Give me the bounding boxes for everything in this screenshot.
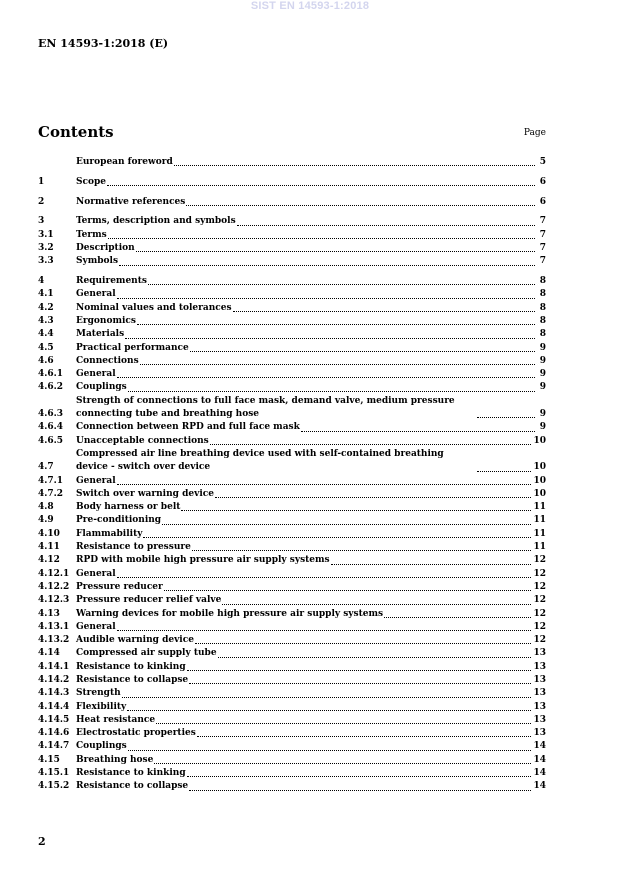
toc-entry-number: 4.12.3 — [38, 595, 70, 606]
toc-entry[interactable] — [38, 255, 546, 268]
toc-entry-title: Resistance to kinking — [76, 768, 186, 779]
toc-entry-page: 9 — [539, 369, 546, 380]
toc-entry-number: 4.6.1 — [38, 369, 64, 380]
toc-entry-title-wrap — [76, 242, 537, 255]
toc-entry-number: 3.2 — [38, 242, 54, 253]
toc-leader-dots — [174, 165, 535, 166]
toc-entry[interactable] — [38, 475, 546, 488]
toc-leader-dots — [477, 471, 531, 472]
toc-entry-title-wrap — [76, 528, 533, 541]
toc-leader-dots — [237, 225, 535, 226]
toc-entry-page: 9 — [539, 382, 546, 393]
toc-entry-title-wrap — [76, 674, 533, 687]
toc-entry-number: 4.6.4 — [38, 422, 64, 433]
toc-entry-title-wrap — [76, 475, 533, 488]
toc-entry-title: RPD with mobile high pressure air supply systems — [76, 555, 330, 566]
toc-entry-page: 11 — [533, 515, 546, 526]
toc-entry-number: 4.1 — [38, 289, 54, 300]
toc-entry-page: 8 — [539, 289, 546, 300]
toc-entry[interactable] — [38, 647, 546, 660]
toc-entry-number: 4.12 — [38, 555, 60, 566]
toc-entry-title: Normative references — [76, 196, 186, 207]
toc-entry-title: Couplings — [76, 741, 127, 752]
toc-entry-title: General — [76, 475, 116, 486]
toc-leader-dots — [117, 630, 532, 631]
toc-entry-title-wrap — [76, 355, 537, 368]
toc-entry-number: 4.12.1 — [38, 568, 70, 579]
toc-entry-number: 4.15.1 — [38, 768, 70, 779]
toc-leader-dots — [128, 391, 535, 392]
toc-entry-title-wrap — [76, 315, 537, 328]
toc-leader-dots — [233, 311, 535, 312]
toc-entry-page: 13 — [533, 701, 546, 712]
toc-entry-page: 12 — [533, 581, 546, 592]
toc-entry-page: 9 — [539, 342, 546, 353]
toc-entry-title: Practical performance — [76, 342, 189, 353]
toc-leader-dots — [181, 510, 531, 511]
toc-entry-number: 4.14.2 — [38, 674, 70, 685]
toc-entry-title-wrap — [76, 328, 537, 341]
toc-entry-title: Audible warning device — [76, 635, 194, 646]
toc-entry-title-wrap — [76, 514, 533, 527]
toc-entry-title: Connection between RPD and full face mask — [76, 422, 300, 433]
toc-entry-page: 14 — [533, 754, 546, 765]
toc-entry-page: 12 — [533, 635, 546, 646]
toc-entry-number: 4.14 — [38, 648, 60, 659]
toc-entry[interactable] — [38, 594, 546, 607]
toc-entry[interactable] — [38, 275, 546, 288]
toc-entry-title: Switch over warning device — [76, 488, 214, 499]
toc-entry-number: 4 — [38, 276, 45, 287]
toc-entry-number: 4.15 — [38, 754, 60, 765]
toc-entry-title: General — [76, 369, 116, 380]
toc-entry-title-wrap — [76, 740, 533, 753]
toc-leader-dots — [136, 251, 535, 252]
toc-entry-title: Strength of connections to full face mask, demand valve, medium pressure connecting tube and breathing hose — [76, 395, 455, 420]
toc-entry-number: 4.6 — [38, 355, 54, 366]
toc-entry-page: 9 — [539, 409, 546, 420]
toc-leader-dots — [108, 238, 535, 239]
toc-entry-number: 4.5 — [38, 342, 54, 353]
toc-entry-number: 4.6.2 — [38, 382, 64, 393]
toc-entry[interactable] — [38, 435, 546, 448]
toc-entry-title-wrap — [76, 435, 533, 448]
toc-entry-number: 4.7.1 — [38, 475, 64, 486]
toc-leader-dots — [189, 790, 531, 791]
toc-entry-page: 13 — [533, 674, 546, 685]
toc-entry-number: 4.13.1 — [38, 621, 70, 632]
toc-entry-page: 7 — [539, 242, 546, 253]
toc-entry-page: 12 — [533, 568, 546, 579]
toc-entry[interactable] — [38, 488, 546, 501]
toc-entry[interactable] — [38, 740, 546, 753]
toc-entry-page: 10 — [533, 488, 546, 499]
toc-entry-title: Resistance to collapse — [76, 674, 189, 685]
toc-entry[interactable] — [38, 176, 546, 189]
toc-entry-page: 6 — [539, 176, 546, 187]
toc-entry-number: 4.14.5 — [38, 714, 70, 725]
toc-entry-title-wrap — [76, 501, 533, 514]
toc-entry-title-wrap — [76, 581, 533, 594]
toc-leader-dots — [156, 723, 531, 724]
toc-leader-dots — [162, 524, 531, 525]
toc-entry-title: General — [76, 568, 116, 579]
toc-entry-title: General — [76, 289, 116, 300]
toc-entry-title: Compressed air line breathing device used with self-contained breathing device - switch over device — [76, 448, 444, 473]
toc-entry[interactable] — [38, 554, 546, 567]
toc-entry-title: Unacceptable connections — [76, 435, 209, 446]
toc-entry-page: 13 — [533, 714, 546, 725]
page-number: 2 — [38, 835, 46, 848]
toc-entry-page: 12 — [533, 608, 546, 619]
toc-entry-title-wrap — [76, 448, 533, 475]
toc-entry-number: 4.15.2 — [38, 781, 70, 792]
toc-entry[interactable] — [38, 714, 546, 727]
toc-entry-number: 1 — [38, 176, 45, 187]
toc-entry[interactable] — [38, 767, 546, 780]
toc-entry-page: 7 — [539, 229, 546, 240]
toc-leader-dots — [140, 364, 535, 365]
toc-entry[interactable] — [38, 581, 546, 594]
toc-entry-number: 4.9 — [38, 515, 54, 526]
toc-entry-title-wrap — [76, 701, 533, 714]
toc-entry-page: 8 — [539, 329, 546, 340]
toc-entry-page: 10 — [533, 462, 546, 473]
toc-entry-title: Ergonomics — [76, 315, 136, 326]
toc-entry-number: 4.8 — [38, 502, 54, 513]
toc-entry-number: 4.7 — [38, 462, 54, 473]
toc-entry-title: Nominal values and tolerances — [76, 302, 232, 313]
toc-entry[interactable] — [38, 288, 546, 301]
toc-entry-title: Requirements — [76, 276, 147, 287]
toc-entry-title-wrap — [76, 621, 533, 634]
toc-leader-dots — [477, 417, 535, 418]
toc-leader-dots — [210, 444, 532, 445]
toc-entry[interactable] — [38, 421, 546, 434]
toc-entry-title-wrap — [76, 634, 533, 647]
toc-leader-dots — [331, 564, 532, 565]
toc-entry-page: 9 — [539, 355, 546, 366]
watermark: SIST EN 14593-1:2018 — [250, 0, 370, 12]
toc-leader-dots — [122, 697, 532, 698]
toc-entry-title-wrap — [76, 661, 533, 674]
toc-leader-dots — [154, 763, 531, 764]
toc-entry-title: General — [76, 621, 116, 632]
toc-leader-dots — [148, 284, 535, 285]
toc-entry-title-wrap — [76, 727, 533, 740]
toc-entry-title: Resistance to collapse — [76, 781, 189, 792]
toc-leader-dots — [117, 577, 532, 578]
toc-entry[interactable] — [38, 395, 546, 422]
toc-entry[interactable] — [38, 754, 546, 767]
toc-entry-title-wrap — [76, 780, 533, 793]
toc-leader-dots — [195, 643, 532, 644]
toc-entry-page: 7 — [539, 216, 546, 227]
toc-entry-page: 7 — [539, 256, 546, 267]
toc-entry-title: Flammability — [76, 528, 143, 539]
toc-entry-number: 4.3 — [38, 315, 54, 326]
toc-entry-title-wrap — [76, 608, 533, 621]
toc-entry-title-wrap — [76, 541, 533, 554]
toc-entry-number: 4.14.7 — [38, 741, 70, 752]
toc-entry-title-wrap — [76, 395, 537, 422]
toc-entry-number: 4.7.2 — [38, 488, 64, 499]
toc-entry-title: Resistance to pressure — [76, 542, 191, 553]
toc-entry-number: 4.14.4 — [38, 701, 70, 712]
toc-entry-title-wrap — [76, 687, 533, 700]
document-id: EN 14593-1:2018 (E) — [38, 37, 169, 50]
toc-entry-number: 3.3 — [38, 256, 54, 267]
toc-entry-page: 12 — [533, 555, 546, 566]
toc-leader-dots — [143, 537, 531, 538]
toc-entry[interactable] — [38, 381, 546, 394]
toc-entry[interactable] — [38, 661, 546, 674]
toc-leader-dots — [117, 484, 532, 485]
toc-entry-page: 11 — [533, 502, 546, 513]
toc-entry-title-wrap — [76, 488, 533, 501]
toc-entry-title-wrap — [76, 176, 537, 189]
toc-leader-dots — [187, 670, 532, 671]
toc-leader-dots — [222, 604, 531, 605]
toc-entry-title: Scope — [76, 176, 107, 187]
toc-leader-dots — [215, 497, 532, 498]
toc-entry-number: 4.4 — [38, 329, 54, 340]
toc-entry-page: 11 — [533, 542, 546, 553]
toc-entry[interactable] — [38, 608, 546, 621]
toc-entry[interactable] — [38, 727, 546, 740]
toc-entry-page: 6 — [539, 196, 546, 207]
toc-entry-number: 4.13.2 — [38, 635, 70, 646]
table-of-contents — [38, 156, 546, 794]
toc-entry-number: 4.10 — [38, 528, 60, 539]
toc-entry[interactable] — [38, 242, 546, 255]
toc-entry-title-wrap — [76, 342, 537, 355]
toc-leader-dots — [189, 683, 531, 684]
toc-leader-dots — [218, 657, 532, 658]
toc-entry[interactable] — [38, 501, 546, 514]
toc-entry-title: Connections — [76, 355, 139, 366]
toc-entry-title: Pre-conditioning — [76, 515, 162, 526]
toc-entry[interactable] — [38, 328, 546, 341]
toc-entry-title: Terms — [76, 229, 107, 240]
toc-entry-title: Body harness or belt — [76, 502, 181, 513]
toc-entry[interactable] — [38, 674, 546, 687]
toc-entry-title-wrap — [76, 714, 533, 727]
toc-entry-title-wrap — [76, 554, 533, 567]
toc-entry-title-wrap — [76, 767, 533, 780]
toc-entry[interactable] — [38, 302, 546, 315]
toc-entry-number: 4.6.5 — [38, 435, 64, 446]
toc-entry-title: Couplings — [76, 382, 127, 393]
toc-leader-dots — [137, 324, 535, 325]
toc-entry[interactable] — [38, 229, 546, 242]
toc-entry-title-wrap — [76, 421, 537, 434]
toc-entry[interactable] — [38, 568, 546, 581]
toc-entry-title: Pressure reducer — [76, 581, 163, 592]
toc-entry-title-wrap — [76, 229, 537, 242]
toc-entry-title: Resistance to kinking — [76, 661, 186, 672]
toc-entry-title: Description — [76, 242, 135, 253]
toc-entry-title: Flexibility — [76, 701, 127, 712]
toc-entry[interactable] — [38, 541, 546, 554]
toc-entry[interactable] — [38, 342, 546, 355]
toc-entry-title: Compressed air supply tube — [76, 648, 217, 659]
toc-entry-page: 10 — [533, 435, 546, 446]
toc-entry[interactable] — [38, 315, 546, 328]
toc-entry-number: 4.11 — [38, 542, 60, 553]
toc-entry-title-wrap — [76, 215, 537, 228]
toc-leader-dots — [190, 351, 535, 352]
toc-leader-dots — [187, 776, 532, 777]
toc-leader-dots — [117, 298, 535, 299]
toc-entry-title-wrap — [76, 196, 537, 209]
toc-entry-page: 13 — [533, 688, 546, 699]
toc-entry-page: 8 — [539, 315, 546, 326]
toc-entry[interactable] — [38, 196, 546, 209]
toc-entry-title-wrap — [76, 156, 537, 169]
toc-entry-title-wrap — [76, 647, 533, 660]
toc-entry-title: Terms, description and symbols — [76, 216, 236, 227]
toc-entry-page: 14 — [533, 741, 546, 752]
toc-leader-dots — [192, 550, 532, 551]
toc-entry-number: 4.13 — [38, 608, 60, 619]
toc-entry-title-wrap — [76, 275, 537, 288]
toc-entry[interactable] — [38, 687, 546, 700]
toc-entry-number: 4.14.6 — [38, 728, 70, 739]
toc-entry[interactable] — [38, 634, 546, 647]
toc-entry-title-wrap — [76, 381, 537, 394]
toc-entry-title: Breathing hose — [76, 754, 154, 765]
toc-leader-dots — [119, 265, 535, 266]
toc-entry-page: 11 — [533, 528, 546, 539]
toc-entry-page: 8 — [539, 302, 546, 313]
toc-entry[interactable] — [38, 514, 546, 527]
toc-leader-dots — [117, 377, 535, 378]
toc-entry-page: 13 — [533, 648, 546, 659]
toc-entry[interactable] — [38, 621, 546, 634]
toc-entry-page: 9 — [539, 422, 546, 433]
toc-entry-title-wrap — [76, 754, 533, 767]
toc-entry-title: Electrostatic properties — [76, 728, 196, 739]
toc-entry-title-wrap — [76, 302, 537, 315]
toc-entry-title-wrap — [76, 568, 533, 581]
toc-leader-dots — [127, 710, 531, 711]
toc-leader-dots — [107, 185, 535, 186]
toc-entry-page: 13 — [533, 661, 546, 672]
toc-entry-page: 14 — [533, 768, 546, 779]
toc-entry-title: Materials — [76, 329, 125, 340]
toc-entry-title: Warning devices for mobile high pressure air supply systems — [76, 608, 384, 619]
toc-entry[interactable] — [38, 215, 546, 228]
toc-entry-number: 4.14.3 — [38, 688, 70, 699]
toc-entry-title-wrap — [76, 288, 537, 301]
toc-entry-number: 3 — [38, 216, 45, 227]
toc-entry-title: Strength — [76, 688, 121, 699]
toc-entry[interactable] — [38, 355, 546, 368]
toc-entry-title: Symbols — [76, 256, 119, 267]
page-column-label: Page — [523, 128, 546, 138]
toc-entry[interactable] — [38, 701, 546, 714]
toc-entry-title-wrap — [76, 255, 537, 268]
toc-leader-dots — [197, 736, 532, 737]
toc-entry[interactable] — [38, 368, 546, 381]
toc-entry-title: European foreword — [76, 157, 173, 167]
toc-leader-dots — [164, 590, 532, 591]
contents-heading: Contents — [38, 123, 114, 141]
toc-entry-page: 13 — [533, 728, 546, 739]
toc-entry-title: Heat resistance — [76, 714, 156, 725]
toc-entry-number: 3.1 — [38, 229, 54, 240]
toc-entry-number: 4.2 — [38, 302, 54, 313]
toc-entry-title: Pressure reducer relief valve — [76, 595, 222, 606]
toc-entry[interactable] — [38, 448, 546, 475]
toc-entry-page: 8 — [539, 276, 546, 287]
toc-entry-number: 4.12.2 — [38, 581, 70, 592]
toc-entry-title-wrap — [76, 368, 537, 381]
toc-entry-number: 4.14.1 — [38, 661, 70, 672]
toc-leader-dots — [186, 205, 535, 206]
toc-leader-dots — [301, 431, 535, 432]
toc-entry-page: 12 — [533, 621, 546, 632]
toc-entry[interactable] — [38, 780, 546, 793]
toc-entry-title-wrap — [76, 594, 533, 607]
toc-entry[interactable] — [38, 528, 546, 541]
toc-entry-page: 10 — [533, 475, 546, 486]
toc-leader-dots — [125, 338, 535, 339]
toc-leader-dots — [384, 617, 531, 618]
toc-leader-dots — [128, 750, 532, 751]
toc-entry-page: 5 — [539, 157, 546, 167]
toc-entry-number: 2 — [38, 196, 45, 207]
toc-entry-page: 12 — [533, 595, 546, 606]
toc-entry[interactable] — [38, 156, 546, 169]
toc-entry-page: 14 — [533, 781, 546, 792]
toc-entry-number: 4.6.3 — [38, 409, 64, 420]
